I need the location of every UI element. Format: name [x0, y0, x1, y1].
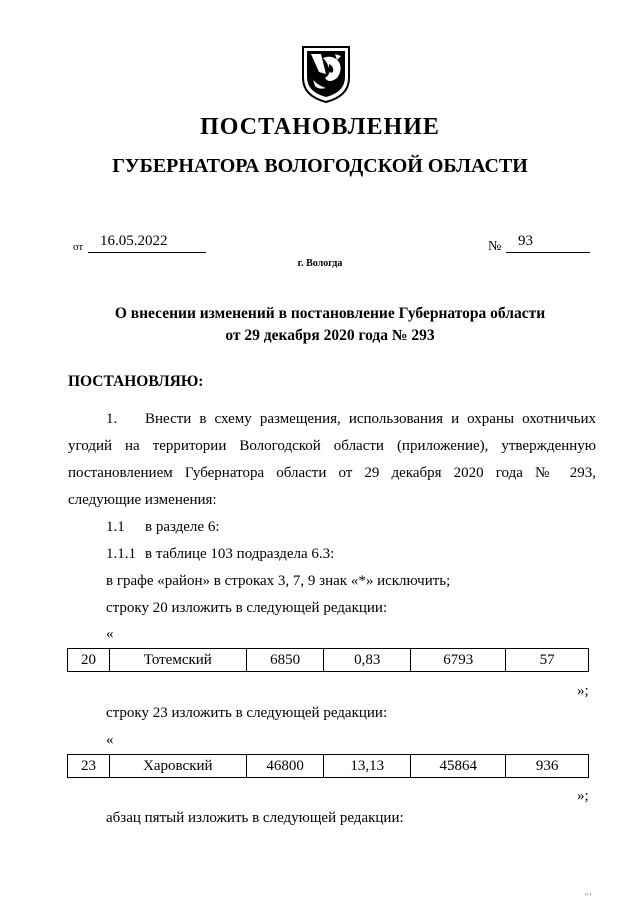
document-subject: [0, 303, 640, 347]
number-prefix: №: [488, 239, 502, 254]
date-prefix: от: [73, 241, 84, 253]
subject-line-1: О внесении изменений в постановление Губернатора области: [114, 305, 546, 322]
paragraph-1-line-4: следующие изменения:: [68, 492, 217, 508]
document-title: ПОСТАНОВЛЕНИЕ: [200, 114, 440, 140]
coat-of-arms-emblem: [299, 44, 353, 104]
table-cell: 46800: [246, 755, 324, 778]
table-row-20: [67, 648, 589, 672]
decree-heading: ПОСТАНОВЛЯЮ:: [68, 373, 204, 390]
table-cell: 0,83: [324, 649, 411, 672]
city-label: г. Вологда: [297, 258, 343, 269]
table-cell: 20: [68, 649, 110, 672]
table-cell: Харовский: [109, 755, 246, 778]
table-cell: 13,13: [324, 755, 411, 778]
paragraph-1-line-1: Внести в схему размещения, использования и охраны охотничьих: [145, 411, 596, 427]
open-quote: «: [106, 626, 114, 642]
table-row: [68, 755, 589, 778]
open-quote: «: [106, 732, 114, 748]
table-cell: 57: [506, 649, 589, 672]
table-cell: Тотемский: [109, 649, 246, 672]
instruction-line: строку 23 изложить в следующей редакции:: [106, 705, 388, 721]
paragraph-1-number: 1.: [106, 411, 118, 427]
document-number: 93: [506, 233, 590, 253]
table-cell: 45864: [411, 755, 506, 778]
subparagraph-1-1-1-text: в таблице 103 подраздела 6.3:: [145, 546, 335, 562]
paragraph-1-line-2: угодий на территории Вологодской области (приложение), утвержденную: [68, 438, 596, 454]
subparagraph-1-1-number: 1.1: [106, 519, 125, 535]
subparagraph-1-1-1-number: 1.1.1: [106, 546, 136, 562]
subparagraph-1-1-text: в разделе 6:: [145, 519, 220, 535]
close-quote: »;: [577, 683, 589, 699]
table-row-23: [67, 754, 589, 778]
document-date: 16.05.2022: [88, 233, 206, 253]
instruction-line: в графе «район» в строках 3, 7, 9 знак «*» исключить;: [106, 573, 451, 589]
instruction-line: строку 20 изложить в следующей редакции:: [106, 600, 388, 616]
close-quote: »;: [577, 788, 589, 804]
document-issuer: ГУБЕРНАТОРА ВОЛОГОДСКОЙ ОБЛАСТИ: [112, 155, 528, 177]
table-row: [68, 649, 589, 672]
table-cell: 23: [68, 755, 110, 778]
table-cell: 6850: [246, 649, 324, 672]
table-cell: 936: [506, 755, 589, 778]
subject-line-2: от 29 декабря 2020 года № 293: [225, 327, 435, 344]
instruction-line: абзац пятый изложить в следующей редакции:: [106, 810, 404, 826]
footer-marks: '' ': [585, 892, 592, 901]
paragraph-1-line-3: постановлением Губернатора области от 29 декабря 2020 года № 293,: [68, 465, 596, 481]
table-cell: 6793: [411, 649, 506, 672]
